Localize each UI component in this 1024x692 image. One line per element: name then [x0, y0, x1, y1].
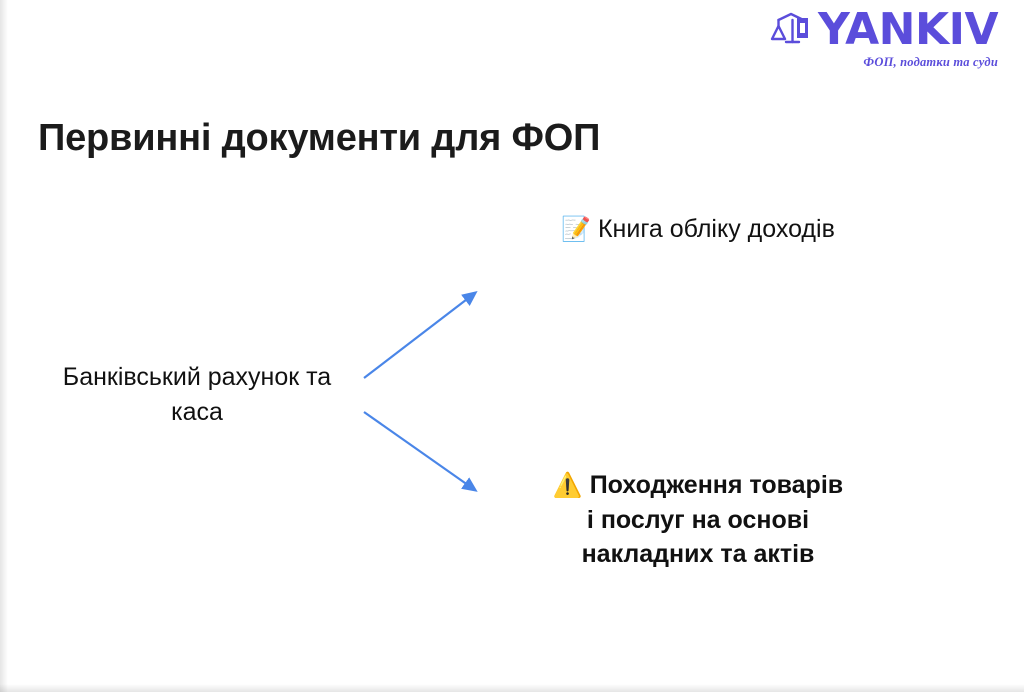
income-book-node-label: Книга обліку доходів	[597, 215, 835, 243]
goods-origin-node	[548, 468, 848, 572]
logo-wordmark: YANKIV	[817, 4, 998, 55]
bank-account-node	[62, 360, 332, 429]
income-book-node	[548, 212, 848, 247]
warning-icon: ⚠️	[552, 471, 583, 499]
scales-and-house-icon	[768, 8, 814, 52]
arrow-to-income-book	[364, 293, 475, 378]
page-title: Первинні документи для ФОП	[38, 117, 601, 160]
logo-row	[768, 4, 998, 55]
goods-origin-node-label: Походження товарів і послуг на основі накладних та актів	[581, 471, 844, 568]
bank-account-node-label: Банківський рахунок та каса	[62, 363, 332, 426]
brand-logo	[768, 4, 998, 69]
memo-icon: 📝	[561, 215, 592, 243]
arrow-to-goods-origin	[364, 412, 475, 490]
logo-tagline: ФОП, податки та суди	[863, 55, 998, 69]
